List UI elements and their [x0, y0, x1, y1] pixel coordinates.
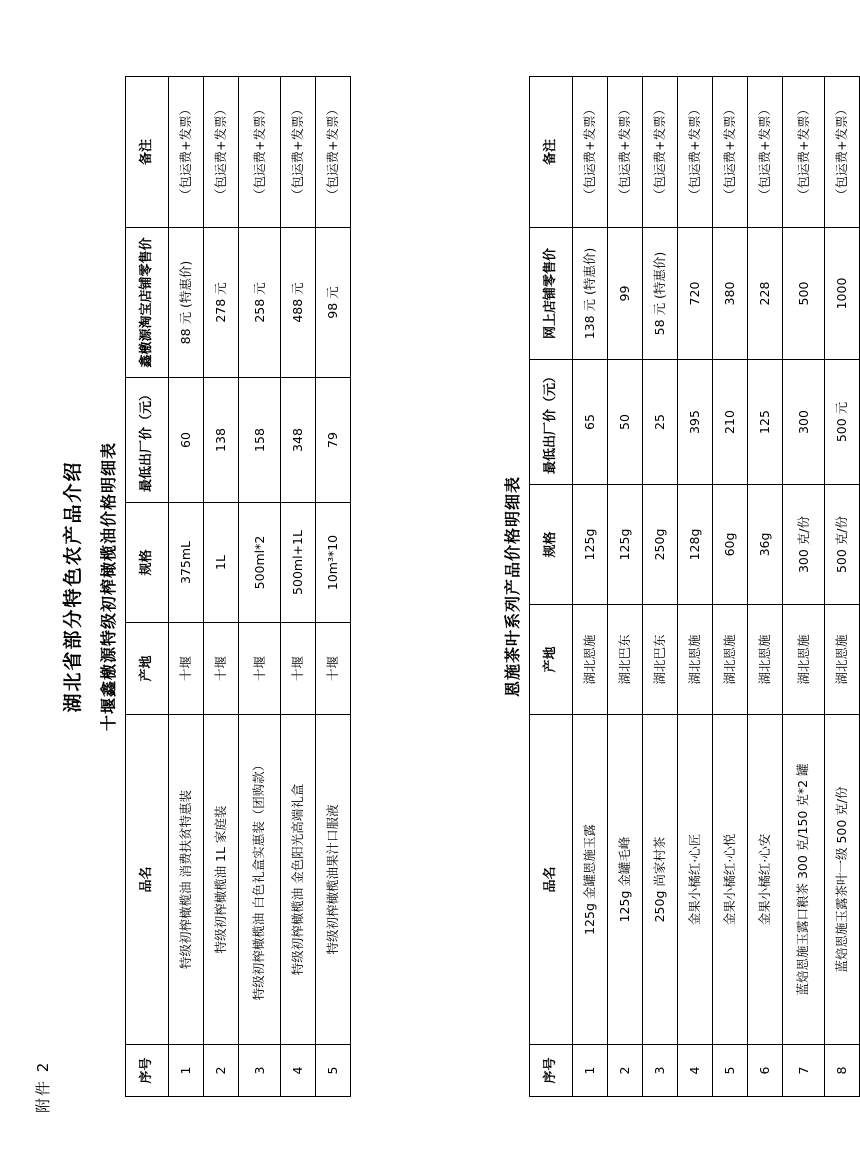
cell-origin: 湖北恩施 [678, 605, 713, 715]
cell-price: 300 [783, 360, 825, 485]
cell-name: 特级初榨橄榄油 1L 家庭装 [204, 715, 239, 1045]
cell-origin: 湖北恩施 [783, 605, 825, 715]
cell-spec: 250g [643, 485, 678, 605]
section-olive-oil [96, 0, 351, 1173]
cell-origin: 湖北恩施 [748, 605, 783, 715]
col-header-name: 品名 [530, 715, 573, 1045]
cell-name: 125g 金罐恩施玉露 [573, 715, 608, 1045]
cell-retail: 138 元 (特惠价) [573, 228, 608, 360]
table-row [748, 77, 783, 1097]
cell-spec: 36g [748, 485, 783, 605]
section-title: 十堰鑫檄源特级初榨橄榄油价格明细表 [99, 442, 118, 732]
cell-spec: 375mL [169, 503, 204, 623]
cell-retail: 98 元 [316, 228, 351, 378]
cell-spec: 128g [678, 485, 713, 605]
col-header-spec: 规格 [126, 503, 169, 623]
cell-note: （包运费+发票） [748, 77, 783, 228]
table-row [643, 77, 678, 1097]
cell-retail: 99 [608, 228, 643, 360]
cell-retail: 380 [713, 228, 748, 360]
cell-origin: 十堰 [239, 623, 281, 715]
cell-note: （包运费+发票） [316, 77, 351, 228]
col-header-no: 序号 [126, 1045, 169, 1097]
table-row [573, 77, 608, 1097]
section-title: 恩施茶叶系列产品价格明细表 [503, 476, 522, 698]
col-header-retail: 网上店铺零售价 [530, 228, 573, 360]
cell-price: 50 [608, 360, 643, 485]
cell-retail: 258 元 [239, 228, 281, 378]
table-row [783, 77, 825, 1097]
cell-no: 4 [281, 1045, 316, 1097]
cell-no: 4 [678, 1045, 713, 1097]
cell-retail: 88 元 (特惠价) [169, 228, 204, 378]
col-header-price: 最低出厂价（元） [126, 378, 169, 503]
cell-note: （包运费+发票） [573, 77, 608, 228]
cell-origin: 十堰 [169, 623, 204, 715]
cell-price: 25 [643, 360, 678, 485]
cell-no: 1 [169, 1045, 204, 1097]
col-header-price: 最低出厂价（元） [530, 360, 573, 485]
table-row [825, 77, 860, 1097]
cell-retail: 58 元 (特惠价) [643, 228, 678, 360]
cell-spec: 500ml*2 [239, 503, 281, 623]
cell-origin: 十堰 [281, 623, 316, 715]
cell-note: （包运费+发票） [713, 77, 748, 228]
cell-note: （包运费+发票） [643, 77, 678, 228]
cell-retail: 720 [678, 228, 713, 360]
cell-price: 210 [713, 360, 748, 485]
cell-origin: 湖北巴东 [608, 605, 643, 715]
col-header-spec: 规格 [530, 485, 573, 605]
page-title: 湖北省部分特色农产品介绍 [62, 460, 84, 713]
cell-note: （包运费+发票） [239, 77, 281, 228]
cell-note: （包运费+发票） [608, 77, 643, 228]
cell-origin: 湖北恩施 [713, 605, 748, 715]
col-header-note: 备注 [126, 77, 169, 228]
cell-origin: 十堰 [204, 623, 239, 715]
table-header-row [530, 77, 573, 1097]
cell-name: 特级初榨橄榄油果汁口服液 [316, 715, 351, 1045]
table-row [316, 77, 351, 1097]
attachment-label: 附件 2 [34, 1060, 52, 1113]
cell-no: 3 [239, 1045, 281, 1097]
cell-retail: 488 元 [281, 228, 316, 378]
cell-spec: 300 克/份 [783, 485, 825, 605]
cell-origin: 湖北恩施 [825, 605, 860, 715]
cell-no: 2 [608, 1045, 643, 1097]
cell-price: 79 [316, 378, 351, 503]
table-row [169, 77, 204, 1097]
cell-price: 158 [239, 378, 281, 503]
cell-retail: 500 [783, 228, 825, 360]
cell-spec: 500 克/份 [825, 485, 860, 605]
cell-note: （包运费+发票） [678, 77, 713, 228]
table-row [281, 77, 316, 1097]
col-header-name: 品名 [126, 715, 169, 1045]
cell-name: 250g 尚家村茶 [643, 715, 678, 1045]
table-header-row [126, 77, 169, 1097]
cell-origin: 湖北巴东 [643, 605, 678, 715]
cell-note: （包运费+发票） [169, 77, 204, 228]
cell-no: 7 [783, 1045, 825, 1097]
cell-note: （包运费+发票） [825, 77, 860, 228]
cell-name: 蓝焙恩施玉露茶叶一级 500 克/份 [825, 715, 860, 1045]
table-row [678, 77, 713, 1097]
section-tea [500, 0, 860, 1173]
cell-spec: 60g [713, 485, 748, 605]
cell-name: 蓝焙恩施玉露口粮茶 300 克/150 克*2 罐 [783, 715, 825, 1045]
col-header-retail: 鑫檄源淘宝店铺零售价 [126, 228, 169, 378]
table-row [608, 77, 643, 1097]
cell-name: 特级初榨橄榄油 白色礼盒实惠装（团购款） [239, 715, 281, 1045]
table-row [239, 77, 281, 1097]
table-row [204, 77, 239, 1097]
col-header-origin: 产地 [126, 623, 169, 715]
cell-price: 65 [573, 360, 608, 485]
cell-name: 特级初榨橄榄油 消费扶贫特惠装 [169, 715, 204, 1045]
cell-price: 348 [281, 378, 316, 503]
cell-retail: 228 [748, 228, 783, 360]
cell-no: 3 [643, 1045, 678, 1097]
cell-origin: 十堰 [316, 623, 351, 715]
cell-price: 125 [748, 360, 783, 485]
cell-name: 金果小橘红·心悦 [713, 715, 748, 1045]
cell-retail: 278 元 [204, 228, 239, 378]
cell-name: 125g 金罐毛峰 [608, 715, 643, 1045]
cell-spec: 10m³*10 [316, 503, 351, 623]
cell-note: （包运费+发票） [204, 77, 239, 228]
olive-oil-price-table [125, 76, 351, 1097]
cell-no: 8 [825, 1045, 860, 1097]
cell-price: 60 [169, 378, 204, 503]
cell-spec: 125g [573, 485, 608, 605]
cell-price: 500 元 [825, 360, 860, 485]
cell-no: 5 [713, 1045, 748, 1097]
cell-spec: 125g [608, 485, 643, 605]
cell-name: 金果小橘红·心安 [748, 715, 783, 1045]
col-header-note: 备注 [530, 77, 573, 228]
cell-note: （包运费+发票） [783, 77, 825, 228]
cell-retail: 1000 [825, 228, 860, 360]
cell-price: 138 [204, 378, 239, 503]
cell-name: 金果小橘红·心匠 [678, 715, 713, 1045]
cell-note: （包运费+发票） [281, 77, 316, 228]
cell-spec: 500ml+1L [281, 503, 316, 623]
cell-name: 特级初榨橄榄油 金色阳光高端礼盒 [281, 715, 316, 1045]
cell-price: 395 [678, 360, 713, 485]
table-row [713, 77, 748, 1097]
col-header-origin: 产地 [530, 605, 573, 715]
col-header-no: 序号 [530, 1045, 573, 1097]
cell-no: 5 [316, 1045, 351, 1097]
cell-spec: 1L [204, 503, 239, 623]
tea-price-table [529, 76, 860, 1097]
cell-no: 6 [748, 1045, 783, 1097]
cell-no: 1 [573, 1045, 608, 1097]
cell-origin: 湖北恩施 [573, 605, 608, 715]
cell-no: 2 [204, 1045, 239, 1097]
